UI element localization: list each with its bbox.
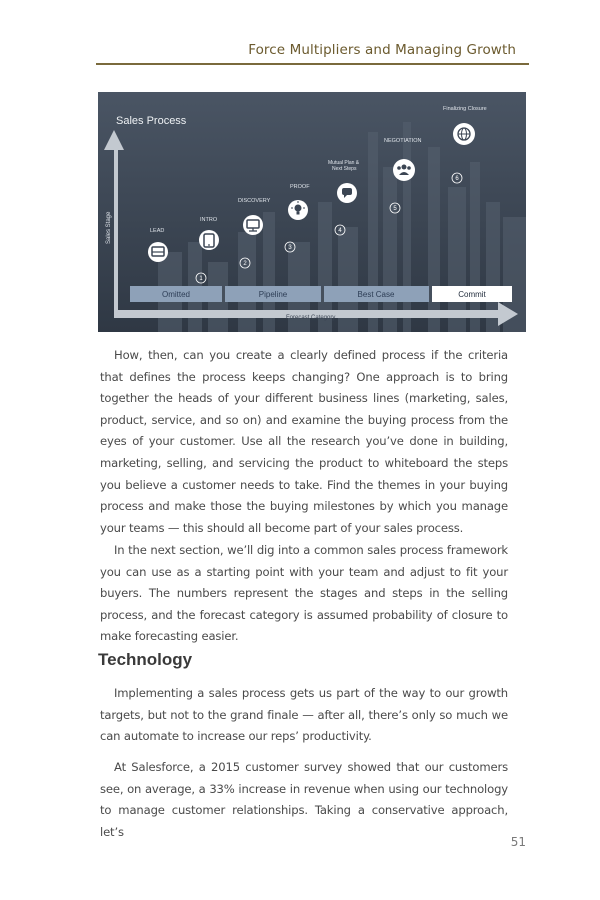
forecast-label-pipeline: Pipeline bbox=[258, 290, 288, 299]
body-paragraph-4 bbox=[100, 757, 508, 843]
running-head: Force Multipliers and Managing Growth bbox=[248, 42, 516, 58]
body-paragraph-1 bbox=[100, 345, 508, 539]
header-rule bbox=[96, 63, 529, 65]
paragraph-text: How, then, can you create a clearly defined process if the criteria that defines the process keeps changing? One approach is to bring together the heads of your different business lines (marketing, sales, product, service, and so on) and examine the buying process from the eyes of your customer. Use all the research you’ve done in building, marketing, selling, and servicing the product to whiteboard the steps you believe a customer needs to take. Find the themes in your buying process and make those the buying milestones by which you manage your teams — this should all become part of your sales process. bbox=[100, 348, 508, 535]
sales-process-figure bbox=[98, 92, 526, 332]
monitor-icon bbox=[243, 215, 263, 235]
people-icon bbox=[393, 159, 415, 181]
body-paragraph-2 bbox=[100, 540, 508, 648]
forecast-label-commit: Commit bbox=[458, 290, 486, 299]
paragraph-text: Implementing a sales process gets us part of the way to our growth targets, but not to the grand finale — after all, there’s only so much we can automate to increase our reps’ productivity. bbox=[100, 686, 508, 744]
inbox-icon bbox=[148, 242, 168, 262]
y-axis-label: Sales Stage bbox=[106, 211, 112, 244]
stage-label-proof: PROOF bbox=[290, 184, 310, 190]
stage-number-5: 5 bbox=[393, 206, 397, 212]
x-axis-label: Forecast Category bbox=[286, 315, 336, 321]
section-heading: Technology bbox=[98, 650, 193, 669]
figure-title: Sales Process bbox=[116, 115, 187, 127]
chat-bubble-icon bbox=[337, 183, 357, 203]
body-paragraph-3 bbox=[100, 683, 508, 748]
stage-number-2: 2 bbox=[243, 261, 247, 267]
paragraph-text: At Salesforce, a 2015 customer survey showed that our customers see, on average, a 33% increase in revenue when using our technology to manage customer relationships. Taking a conservative approach, let’s bbox=[100, 760, 508, 839]
stage-label-discovery: DISCOVERY bbox=[238, 198, 271, 204]
stage-number-4: 4 bbox=[338, 228, 342, 234]
stage-label-lead: LEAD bbox=[150, 228, 165, 234]
stage-label-mutual-plan: Mutual Plan & Next Steps bbox=[328, 160, 360, 172]
stage-label-intro: INTRO bbox=[200, 217, 218, 223]
tablet-icon bbox=[199, 230, 219, 250]
forecast-label-best-case: Best Case bbox=[357, 290, 395, 299]
forecast-label-omitted: Omitted bbox=[161, 290, 191, 299]
stage-number-6: 6 bbox=[455, 176, 459, 182]
lightbulb-icon bbox=[288, 200, 308, 220]
stage-label-negotiation: NEGOTIATION bbox=[384, 138, 422, 144]
paragraph-text: In the next section, we’ll dig into a common sales process framework you can use as a starting point with your team and adjust to fit your buyers. The numbers represent the stages and steps in the selling process, and the forecast category is assumed probability of closure to make forecasting easier. bbox=[100, 543, 508, 644]
sales-process-diagram bbox=[98, 92, 526, 332]
stage-label-finalizing-closure: Finalizing Closure bbox=[443, 106, 487, 112]
globe-icon bbox=[453, 123, 475, 145]
page-number: 51 bbox=[510, 835, 526, 849]
stage-number-1: 1 bbox=[199, 276, 203, 282]
stage-number-3: 3 bbox=[288, 245, 292, 251]
